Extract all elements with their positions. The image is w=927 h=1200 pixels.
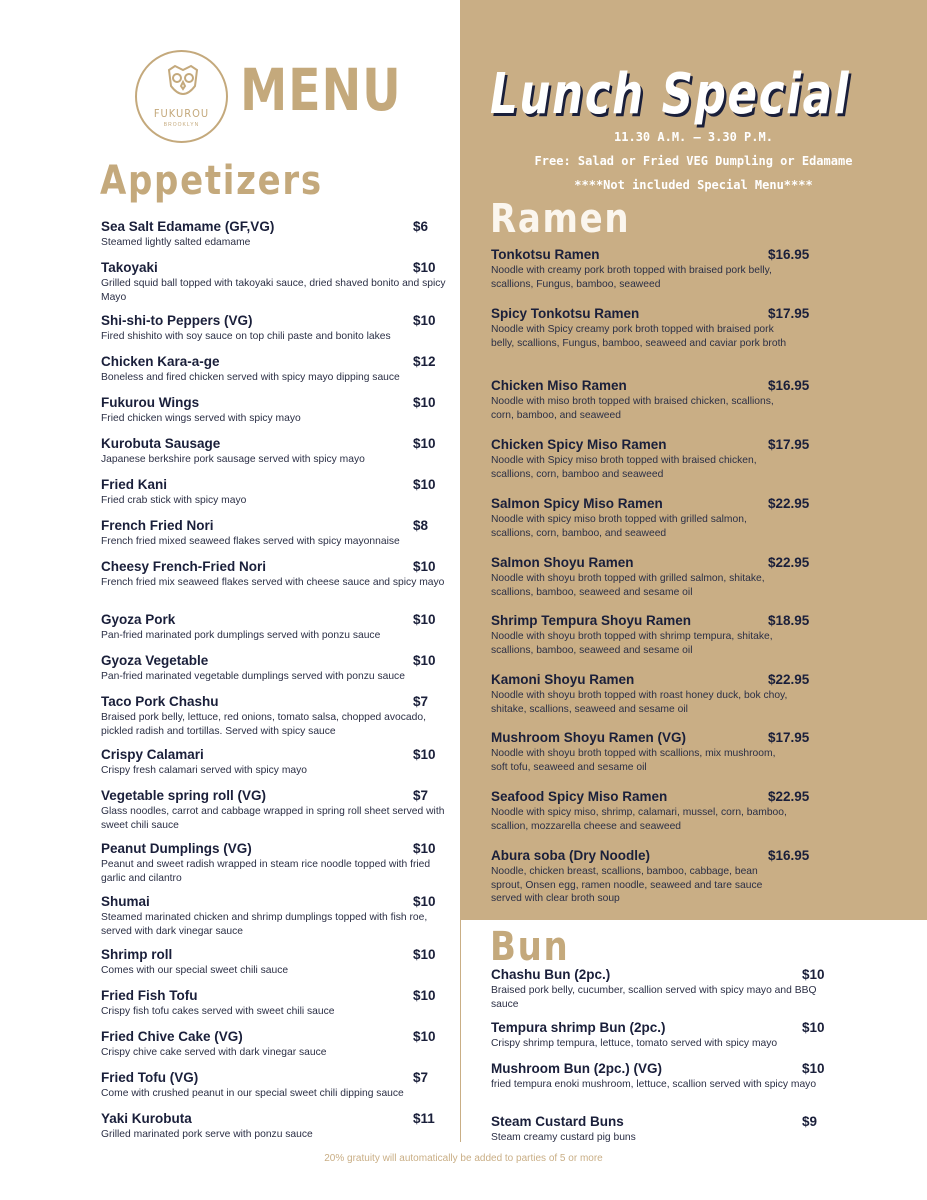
menu-item [101, 747, 446, 778]
item-name: Spicy Tonkotsu Ramen [491, 306, 640, 321]
item-description: Braised pork belly, cucumber, scallion served with spicy mayo and BBQ sauce [491, 985, 817, 1010]
item-description: Glass noodles, carrot and cabbage wrapped in spring roll sheet served with sweet chili sauce [101, 806, 445, 831]
menu-item [101, 219, 446, 250]
item-name: Gyoza Vegetable [101, 653, 209, 668]
item-price: $18.95 [768, 613, 810, 628]
item-name: Mushroom Bun (2pc.) (VG) [491, 1061, 662, 1076]
item-name: Abura soba (Dry Noodle) [491, 848, 651, 863]
item-description: Grilled squid ball topped with takoyaki sauce, dried shaved bonito and spicy Mayo [101, 278, 446, 303]
menu-item [101, 894, 446, 938]
item-description: Noodle with Spicy miso broth topped with braised chicken, scallions, corn, bamboo and seaweed [491, 455, 757, 480]
item-price: $10 [413, 653, 436, 668]
item-name: Taco Pork Chashu [101, 694, 219, 709]
item-price: $10 [413, 313, 436, 328]
item-price: $16.95 [768, 378, 810, 393]
item-description: Steamed lightly salted edamame [101, 237, 251, 248]
menu-item [101, 436, 446, 467]
item-name: Seafood Spicy Miso Ramen [491, 789, 668, 804]
item-name: Shrimp Tempura Shoyu Ramen [491, 613, 692, 628]
item-description: Noodle with spicy miso, shrimp, calamari, mussel, corn, bamboo, scallion, mozzarella cheese and seaweed [491, 807, 787, 832]
item-name: Shi-shi-to Peppers (VG) [101, 313, 253, 328]
appetizers-title: Appetizers [100, 158, 323, 204]
item-price: $11 [413, 1111, 435, 1126]
menu-item [101, 612, 446, 643]
item-name: Salmon Spicy Miso Ramen [491, 496, 663, 511]
item-price: $10 [413, 1029, 436, 1044]
item-name: Fukurou Wings [101, 395, 200, 410]
item-description: Fried crab stick with spicy mayo [101, 495, 247, 506]
item-price: $16.95 [768, 247, 810, 262]
item-description: Steam creamy custard pig buns [491, 1132, 636, 1143]
item-description: Noodle with shoyu broth topped with grilled salmon, shitake, scallions, bamboo, seaweed and sesame oil [491, 573, 765, 598]
item-name: Gyoza Pork [101, 612, 176, 627]
item-name: Shumai [101, 894, 150, 909]
menu-item [101, 559, 446, 590]
item-description: Grilled marinated pork serve with ponzu sauce [101, 1129, 313, 1140]
menu-item [101, 988, 446, 1019]
item-description: Comes with our special sweet chili sauce [101, 965, 289, 976]
item-description: Peanut and sweet radish wrapped in steam rice noodle topped with fried garlic and cilantro [101, 859, 431, 884]
item-description: Boneless and fired chicken served with spicy mayo dipping sauce [101, 372, 400, 383]
menu-item [491, 1061, 831, 1092]
item-price: $8 [413, 518, 429, 533]
menu-heading: MENU [240, 56, 402, 124]
item-description: Noodle with Spicy creamy pork broth topped with braised pork belly, scallions, Fungus, bamboo, seaweed and caviar pork broth [491, 324, 787, 349]
menu-item [491, 378, 821, 422]
item-price: $22.95 [768, 789, 810, 804]
item-name: Yaki Kurobuta [101, 1111, 192, 1126]
item-description: Crispy fresh calamari served with spicy mayo [101, 765, 307, 776]
item-price: $10 [802, 1020, 825, 1035]
item-price: $10 [413, 612, 436, 627]
item-name: Salmon Shoyu Ramen [491, 555, 634, 570]
item-description: Pan-fried marinated pork dumplings served with ponzu sauce [101, 630, 381, 641]
brand-name: FUKUROU [153, 107, 210, 120]
item-price: $10 [802, 967, 825, 982]
item-price: $7 [413, 694, 429, 709]
item-description: Noodle with creamy pork broth topped with braised pork belly, scallions, Fungus, bamboo, seaweed [491, 265, 772, 290]
lunch-special-title: Lunch Special [490, 62, 851, 127]
item-description: Fired shishito with soy sauce on top chili paste and bonito lakes [101, 331, 391, 342]
item-name: Sea Salt Edamame (GF,VG) [101, 219, 275, 234]
ramen-title: Ramen [490, 196, 631, 242]
menu-item [491, 555, 821, 599]
item-price: $17.95 [768, 437, 810, 452]
brand-sub: BROOKLYN [163, 122, 200, 128]
item-price: $17.95 [768, 730, 810, 745]
menu-item [101, 1111, 446, 1142]
item-description: Japanese berkshire pork sausage served with spicy mayo [101, 454, 365, 465]
menu-item [491, 613, 821, 657]
menu-item [491, 672, 821, 716]
item-name: Tonkotsu Ramen [491, 247, 600, 262]
menu-item [101, 260, 446, 304]
item-name: Peanut Dumplings (VG) [101, 841, 252, 856]
item-description: Noodle, chicken breast, scallions, bamboo, cabbage, bean sprout, Onsen egg, ramen noodle, seaweed and tare sauce served with clear broth soup [491, 866, 763, 904]
item-description: French fried mixed seaweed flakes served with spicy mayonnaise [101, 536, 400, 547]
item-price: $22.95 [768, 496, 810, 511]
menu-item [101, 788, 446, 832]
item-price: $10 [413, 747, 436, 762]
item-name: Chicken Miso Ramen [491, 378, 627, 393]
item-name: Tempura shrimp Bun (2pc.) [491, 1020, 666, 1035]
lunch-special-note: ****Not included Special Menu**** [574, 178, 813, 192]
item-description: Fried chicken wings served with spicy mayo [101, 413, 301, 424]
item-price: $7 [413, 1070, 429, 1085]
menu-item [491, 967, 831, 1011]
column-divider [460, 920, 461, 1142]
menu-item [101, 841, 446, 885]
item-name: Crispy Calamari [101, 747, 204, 762]
menu-item [491, 306, 821, 350]
item-description: fried tempura enoki mushroom, lettuce, scallion served with spicy mayo [491, 1079, 817, 1090]
item-description: Pan-fried marinated vegetable dumplings served with ponzu sauce [101, 671, 405, 682]
item-name: Steam Custard Buns [491, 1114, 624, 1129]
menu-item [491, 247, 821, 291]
item-name: Cheesy French-Fried Nori [101, 559, 267, 574]
item-price: $22.95 [768, 555, 810, 570]
menu-item [101, 694, 446, 738]
item-price: $17.95 [768, 306, 810, 321]
item-price: $10 [413, 988, 436, 1003]
item-name: Chicken Kara-a-ge [101, 354, 220, 369]
item-price: $16.95 [768, 848, 810, 863]
menu-item [101, 395, 446, 426]
menu-item [101, 653, 446, 684]
menu-item [101, 1070, 446, 1101]
item-name: Kamoni Shoyu Ramen [491, 672, 635, 687]
item-name: Fried Tofu (VG) [101, 1070, 199, 1085]
item-price: $10 [413, 477, 436, 492]
item-name: Kurobuta Sausage [101, 436, 221, 451]
item-price: $10 [413, 559, 436, 574]
item-description: Crispy fish tofu cakes served with sweet chili sauce [101, 1006, 335, 1017]
lunch-special-hours: 11.30 A.M. – 3.30 P.M. [614, 130, 773, 144]
item-price: $10 [413, 395, 436, 410]
item-price: $10 [413, 436, 436, 451]
item-description: Noodle with miso broth topped with braised chicken, scallions, corn, bamboo, and seaweed [491, 396, 774, 421]
menu-item [491, 1020, 831, 1051]
menu-item [101, 354, 446, 385]
menu-item [491, 730, 821, 774]
menu-item [101, 518, 446, 549]
item-price: $22.95 [768, 672, 810, 687]
item-price: $10 [413, 841, 436, 856]
item-description: French fried mix seaweed flakes served with cheese sauce and spicy mayo [101, 577, 445, 588]
menu-item [491, 789, 821, 833]
gratuity-note: 20% gratuity will automatically be added to parties of 5 or more [324, 1153, 603, 1164]
item-name: Vegetable spring roll (VG) [101, 788, 267, 803]
menu-item [491, 848, 821, 906]
item-description: Noodle with spicy miso broth topped with grilled salmon, scallions, corn, bamboo, and seaweed [491, 514, 747, 539]
item-name: Shrimp roll [101, 947, 173, 962]
item-price: $10 [413, 260, 436, 275]
fukurou-logo [135, 50, 228, 143]
item-name: Fried Fish Tofu [101, 988, 198, 1003]
item-name: Fried Kani [101, 477, 168, 492]
item-price: $7 [413, 788, 429, 803]
item-name: Takoyaki [101, 260, 158, 275]
bun-title: Bun [490, 924, 570, 970]
menu-item [101, 947, 446, 978]
item-price: $9 [802, 1114, 818, 1129]
item-name: French Fried Nori [101, 518, 214, 533]
item-description: Steamed marinated chicken and shrimp dumplings topped with fish roe, served with dark vinegar sauce [101, 912, 428, 937]
menu-item [101, 313, 446, 344]
item-price: $10 [802, 1061, 825, 1076]
menu-item [491, 437, 821, 481]
item-name: Chicken Spicy Miso Ramen [491, 437, 667, 452]
menu-item [491, 496, 821, 540]
item-description: Come with crushed peanut in our special sweet chili dipping sauce [101, 1088, 404, 1099]
item-name: Chashu Bun (2pc.) [491, 967, 611, 982]
item-description: Braised pork belly, lettuce, red onions, tomato salsa, chopped avocado, pickled radish and tortillas. Served with spicy sauce [101, 712, 426, 737]
menu-item [101, 477, 446, 508]
item-description: Crispy shrimp tempura, lettuce, tomato served with spicy mayo [491, 1038, 778, 1049]
menu-item [101, 1029, 446, 1060]
item-description: Crispy chive cake served with dark vinegar sauce [101, 1047, 327, 1058]
lunch-special-free: Free: Salad or Fried VEG Dumpling or Edamame [534, 154, 853, 168]
item-price: $12 [413, 354, 436, 369]
item-price: $10 [413, 894, 436, 909]
item-description: Noodle with shoyu broth topped with scallions, mix mushroom, soft tofu, seaweed and sesame oil [491, 748, 776, 773]
item-description: Noodle with shoyu broth topped with roast honey duck, bok choy, shitake, scallions, seaweed and sesame oil [491, 690, 788, 715]
owl-icon [165, 64, 201, 104]
item-description: Noodle with shoyu broth topped with shrimp tempura, shitake, scallions, bamboo, seaweed and sesame oil [491, 631, 773, 656]
menu-item [491, 1114, 831, 1145]
item-name: Fried Chive Cake (VG) [101, 1029, 243, 1044]
item-name: Mushroom Shoyu Ramen (VG) [491, 730, 687, 745]
item-price: $10 [413, 947, 436, 962]
item-price: $6 [413, 219, 429, 234]
